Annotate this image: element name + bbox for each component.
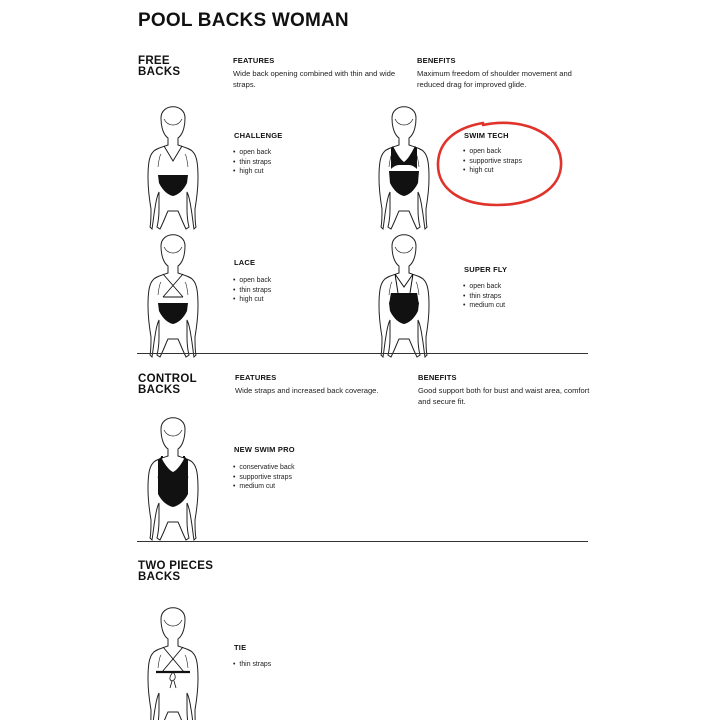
control-benefits-text: Good support both for bust and waist area, comfort and secure fit. (418, 386, 590, 406)
new-swim-pro-figure-icon (134, 410, 212, 542)
lace-figure-icon (134, 227, 212, 359)
section-heading-line2: BACKS (138, 571, 181, 583)
lace-bullets (233, 276, 271, 305)
bullet: • open back (463, 147, 522, 157)
features-label: FEATURES (235, 373, 277, 382)
bullet: • high cut (233, 295, 271, 305)
style-name-tie: TIE (234, 643, 247, 652)
bullet: • supportive straps (233, 473, 295, 483)
section-heading-line1: TWO PIECES (138, 560, 214, 572)
style-name-challenge: CHALLENGE (234, 131, 283, 140)
challenge-bullets (233, 148, 271, 177)
bullet: • thin straps (463, 292, 505, 302)
super-fly-figure-icon (365, 227, 443, 359)
bullet: • thin straps (233, 158, 271, 168)
features-label: FEATURES (233, 56, 275, 65)
page-title (138, 10, 349, 32)
bullet: • medium cut (463, 301, 505, 311)
swim-tech-figure-icon (365, 99, 443, 231)
section-heading-line2: BACKS (138, 384, 181, 396)
section-heading-control-backs (138, 374, 197, 396)
swim-tech-bullets (463, 147, 522, 176)
control-features-text: Wide straps and increased back coverage. (235, 386, 379, 395)
challenge-figure-icon (134, 99, 212, 231)
section-divider (137, 541, 588, 542)
new-swim-pro-bullets (233, 463, 295, 492)
bullet: • thin straps (233, 286, 271, 296)
title-main: POOL BACKS (138, 10, 267, 31)
bullet: • thin straps (233, 660, 271, 670)
bullet: • open back (233, 148, 271, 158)
free-features-text: Wide back opening combined with thin and wide straps. (233, 69, 396, 89)
style-name-super-fly: SUPER FLY (464, 265, 508, 274)
bullet: • high cut (463, 166, 522, 176)
section-heading-line2: BACKS (138, 66, 181, 78)
bullet: • open back (463, 282, 505, 292)
benefits-label: BENEFITS (417, 56, 456, 65)
free-benefits-text: Maximum freedom of shoulder movement and reduced drag for improved glide. (417, 69, 572, 89)
style-name-swim-tech: SWIM TECH (464, 131, 509, 140)
bullet: • conservative back (233, 463, 295, 473)
tie-figure-icon (134, 600, 212, 720)
bullet: • medium cut (233, 482, 295, 492)
title-category: WOMAN (271, 10, 349, 31)
section-heading-line1: FREE (138, 55, 170, 67)
section-heading-free-backs (138, 56, 180, 78)
benefits-label: BENEFITS (418, 373, 457, 382)
style-name-new-swim-pro: NEW SWIM PRO (234, 445, 295, 454)
super-fly-bullets (463, 282, 505, 311)
style-name-lace: LACE (234, 258, 256, 267)
tie-bullets (233, 660, 271, 670)
section-heading-two-pieces-backs (138, 561, 213, 583)
bullet: • open back (233, 276, 271, 286)
section-divider (137, 353, 588, 354)
bullet: • supportive straps (463, 157, 522, 167)
section-heading-line1: CONTROL (138, 373, 197, 385)
bullet: • high cut (233, 167, 271, 177)
